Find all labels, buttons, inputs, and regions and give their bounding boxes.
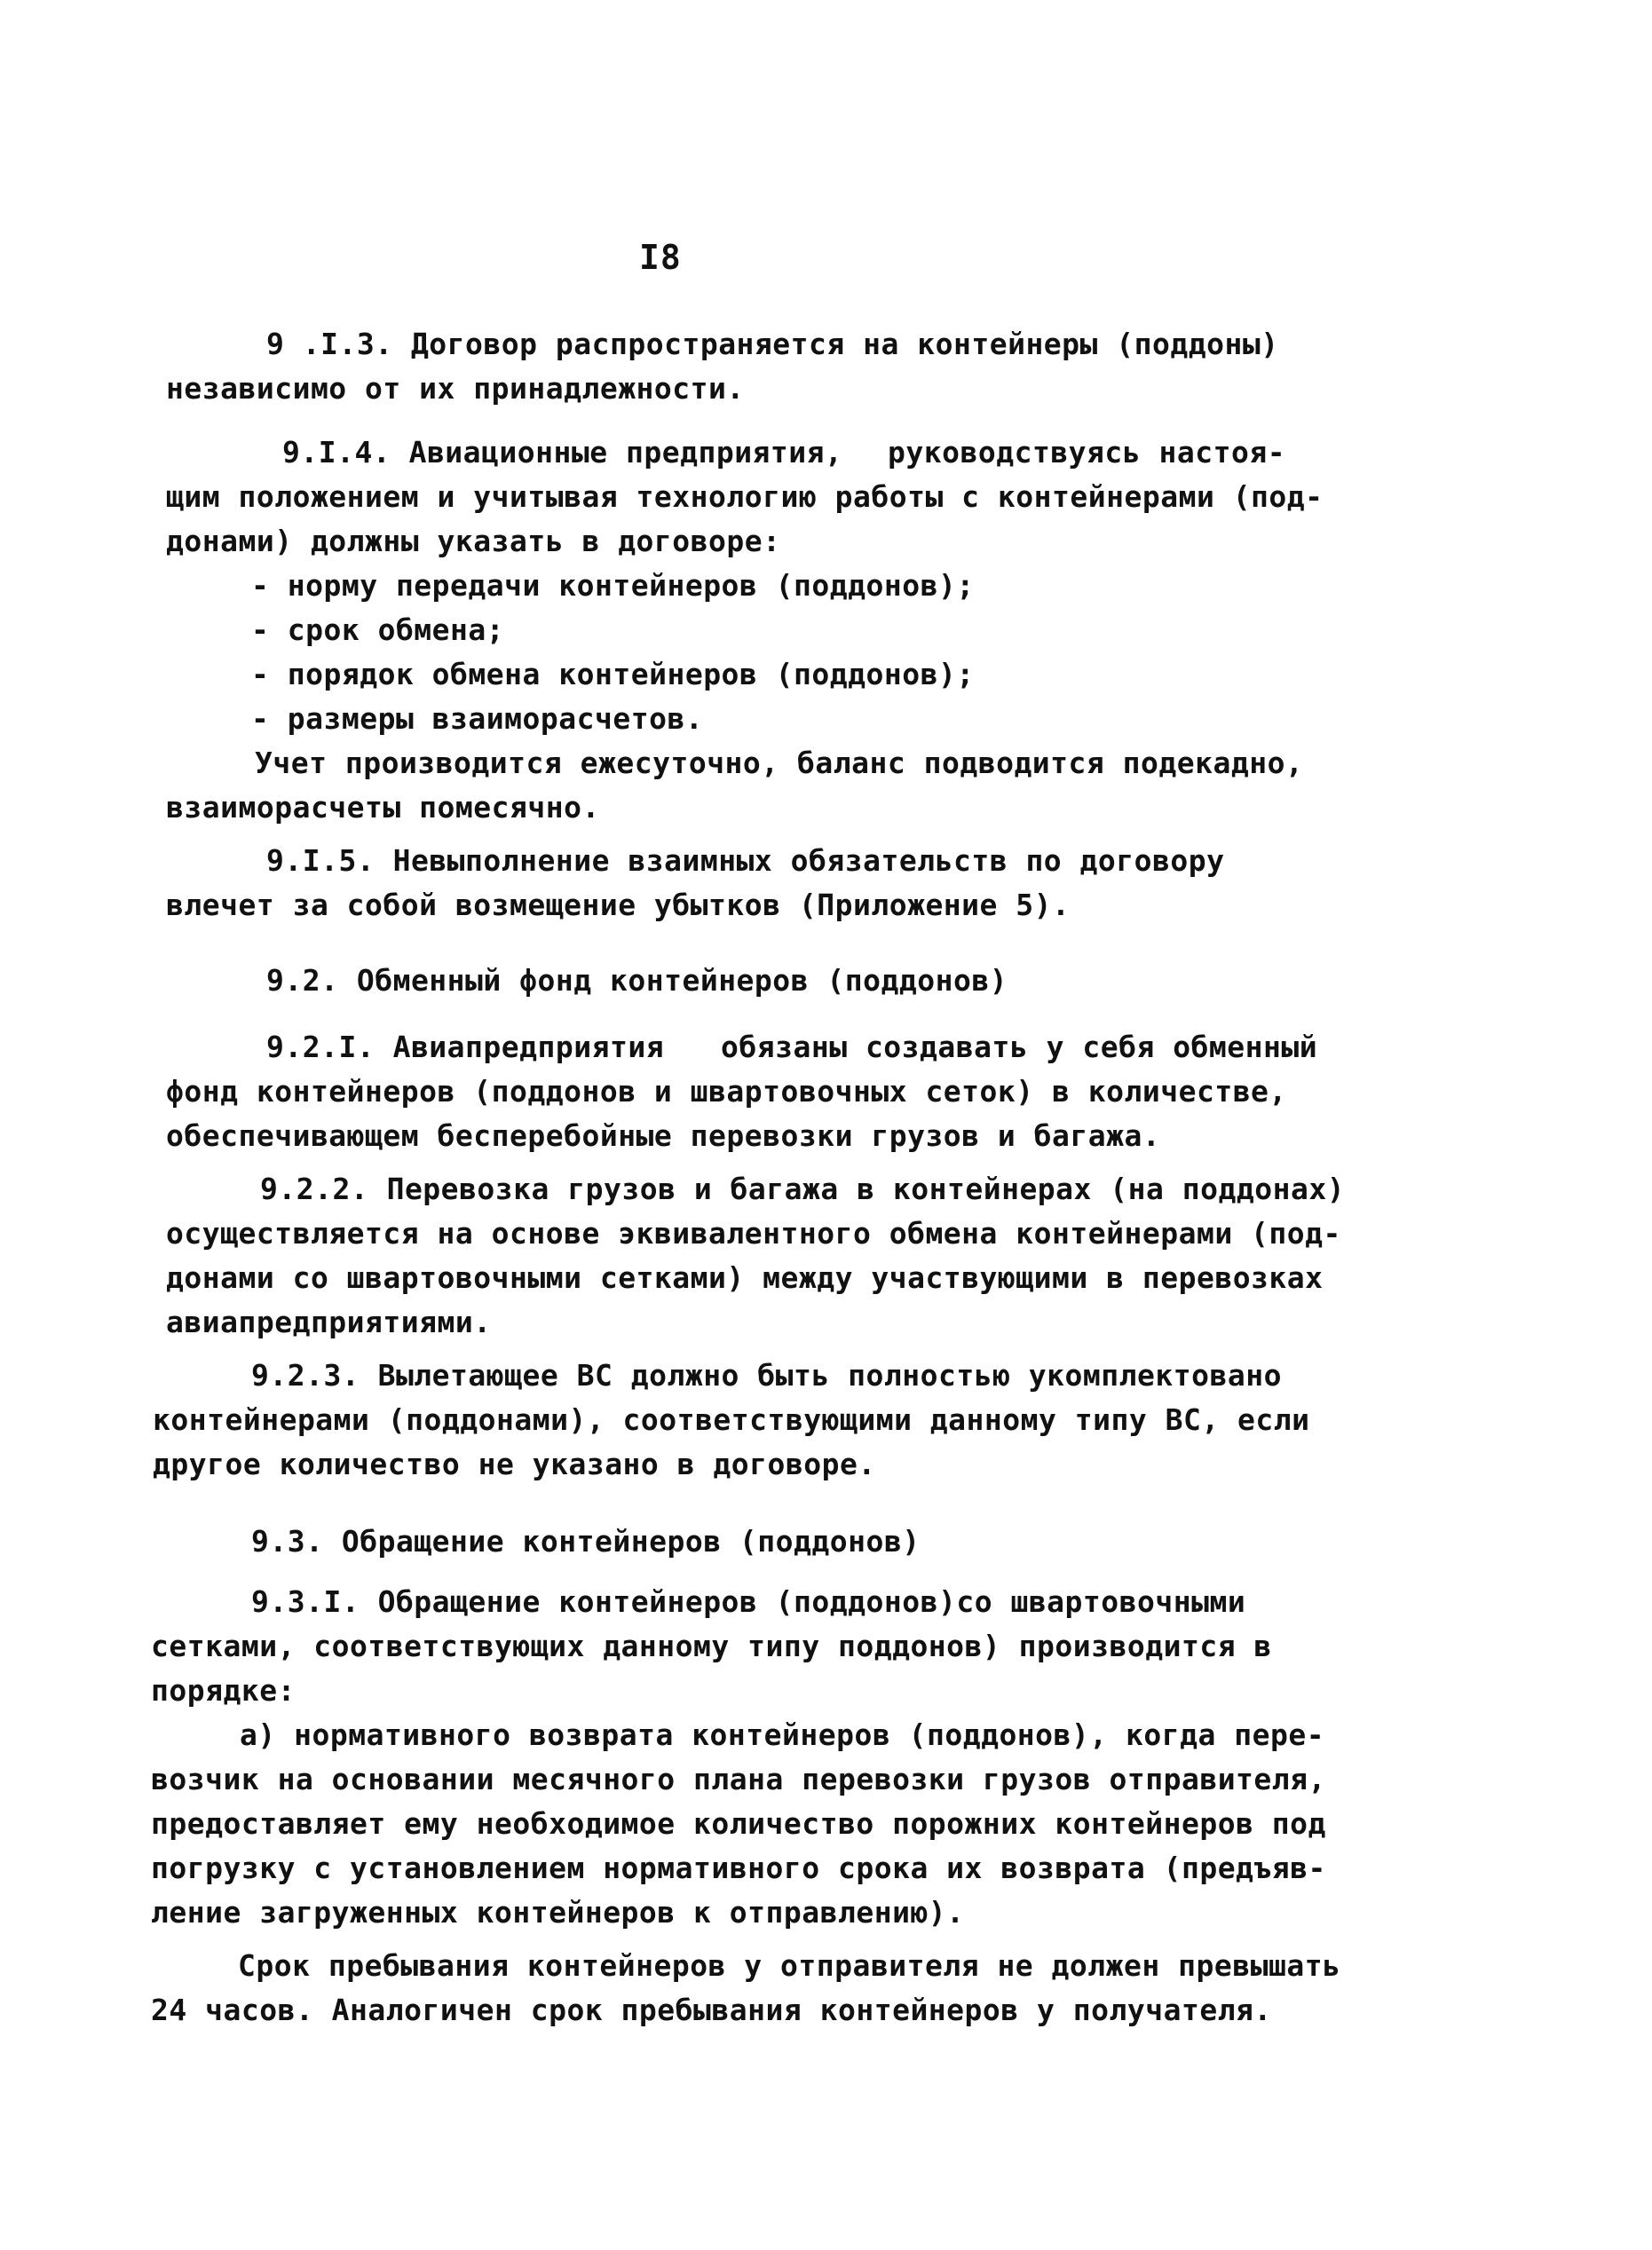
text-line: обязаны создавать у себя обменный [721, 1030, 1318, 1064]
text-line: авиапредприятиями. [166, 1305, 492, 1339]
text-line: руководствуясь настоя- [888, 435, 1286, 470]
text-line: погрузку с установлением нормативного срока их возврата (предъяв- [151, 1851, 1326, 1885]
text-line: 9.2.I. Авиапредприятия [266, 1030, 665, 1064]
text-line: 9.I.5. Невыполнение взаимных обязательств по договору [266, 843, 1225, 878]
text-line: влечет за собой возмещение убытков (Приложение 5). [166, 888, 1071, 922]
list-item: - размеры взаиморасчетов. [251, 701, 704, 736]
text-line: а) нормативного возврата контейнеров (поддонов), когда пере- [240, 1717, 1325, 1752]
text-line: 24 часов. Аналогичен срок пребывания контейнеров у получателя. [151, 1993, 1272, 2027]
text-line: 9.2.3. Вылетающее ВС должно быть полностью укомплектовано [251, 1358, 1282, 1393]
list-item: - порядок обмена контейнеров (поддонов); [251, 657, 975, 691]
page-number: I8 [639, 238, 682, 277]
text-line: 9 .I.3. Договор распространяется на контейнеры (поддоны) [266, 327, 1279, 361]
text-line: фонд контейнеров (поддонов и швартовочных сеток) в количестве, [166, 1074, 1287, 1109]
text-line: донами) должны указать в договоре: [166, 524, 781, 558]
section-heading-9-3: 9.3. Обращение контейнеров (поддонов) [251, 1524, 921, 1559]
text-line: Срок пребывания контейнеров у отправителя не должен превышать [238, 1948, 1341, 1983]
text-line: обеспечивающем бесперебойные перевозки грузов и багажа. [166, 1118, 1161, 1153]
text-line: предоставляет ему необходимое количество порожних контейнеров под [151, 1806, 1326, 1841]
text-line: Учет производится ежесуточно, баланс подводится подекадно, [255, 746, 1304, 780]
text-line: ление загруженных контейнеров к отправлению). [151, 1895, 965, 1930]
text-line: осуществляется на основе эквивалентного обмена контейнерами (под- [166, 1216, 1341, 1251]
text-line: 9.3.I. Обращение контейнеров (поддонов)со швартовочными [251, 1584, 1246, 1619]
text-line: щим положением и учитывая технологию работы с контейнерами (под- [166, 479, 1324, 514]
section-heading-9-2: 9.2. Обменный фонд контейнеров (поддонов) [266, 963, 1008, 998]
text-line: возчик на основании месячного плана перевозки грузов отправителя, [151, 1762, 1326, 1796]
text-line: другое количество не указано в договоре. [153, 1447, 876, 1481]
text-line: 9.2.2. Перевозка грузов и багажа в контейнерах (на поддонах) [260, 1172, 1346, 1206]
text-line: независимо от их принадлежности. [166, 371, 745, 406]
text-line: порядке: [151, 1673, 296, 1708]
text-line: донами со швартовочными сетками) между участвующими в перевозках [166, 1260, 1324, 1295]
text-line: взаиморасчеты помесячно. [166, 790, 600, 825]
text-line: 9.I.4. Авиационные предприятия, [282, 435, 843, 470]
text-line: сетками, соответствующих данному типу поддонов) производится в [151, 1629, 1272, 1663]
list-item: - срок обмена; [251, 612, 505, 647]
text-line: контейнерами (поддонами), соответствующими данному типу ВС, если [153, 1402, 1310, 1437]
list-item: - норму передачи контейнеров (поддонов); [251, 568, 975, 603]
